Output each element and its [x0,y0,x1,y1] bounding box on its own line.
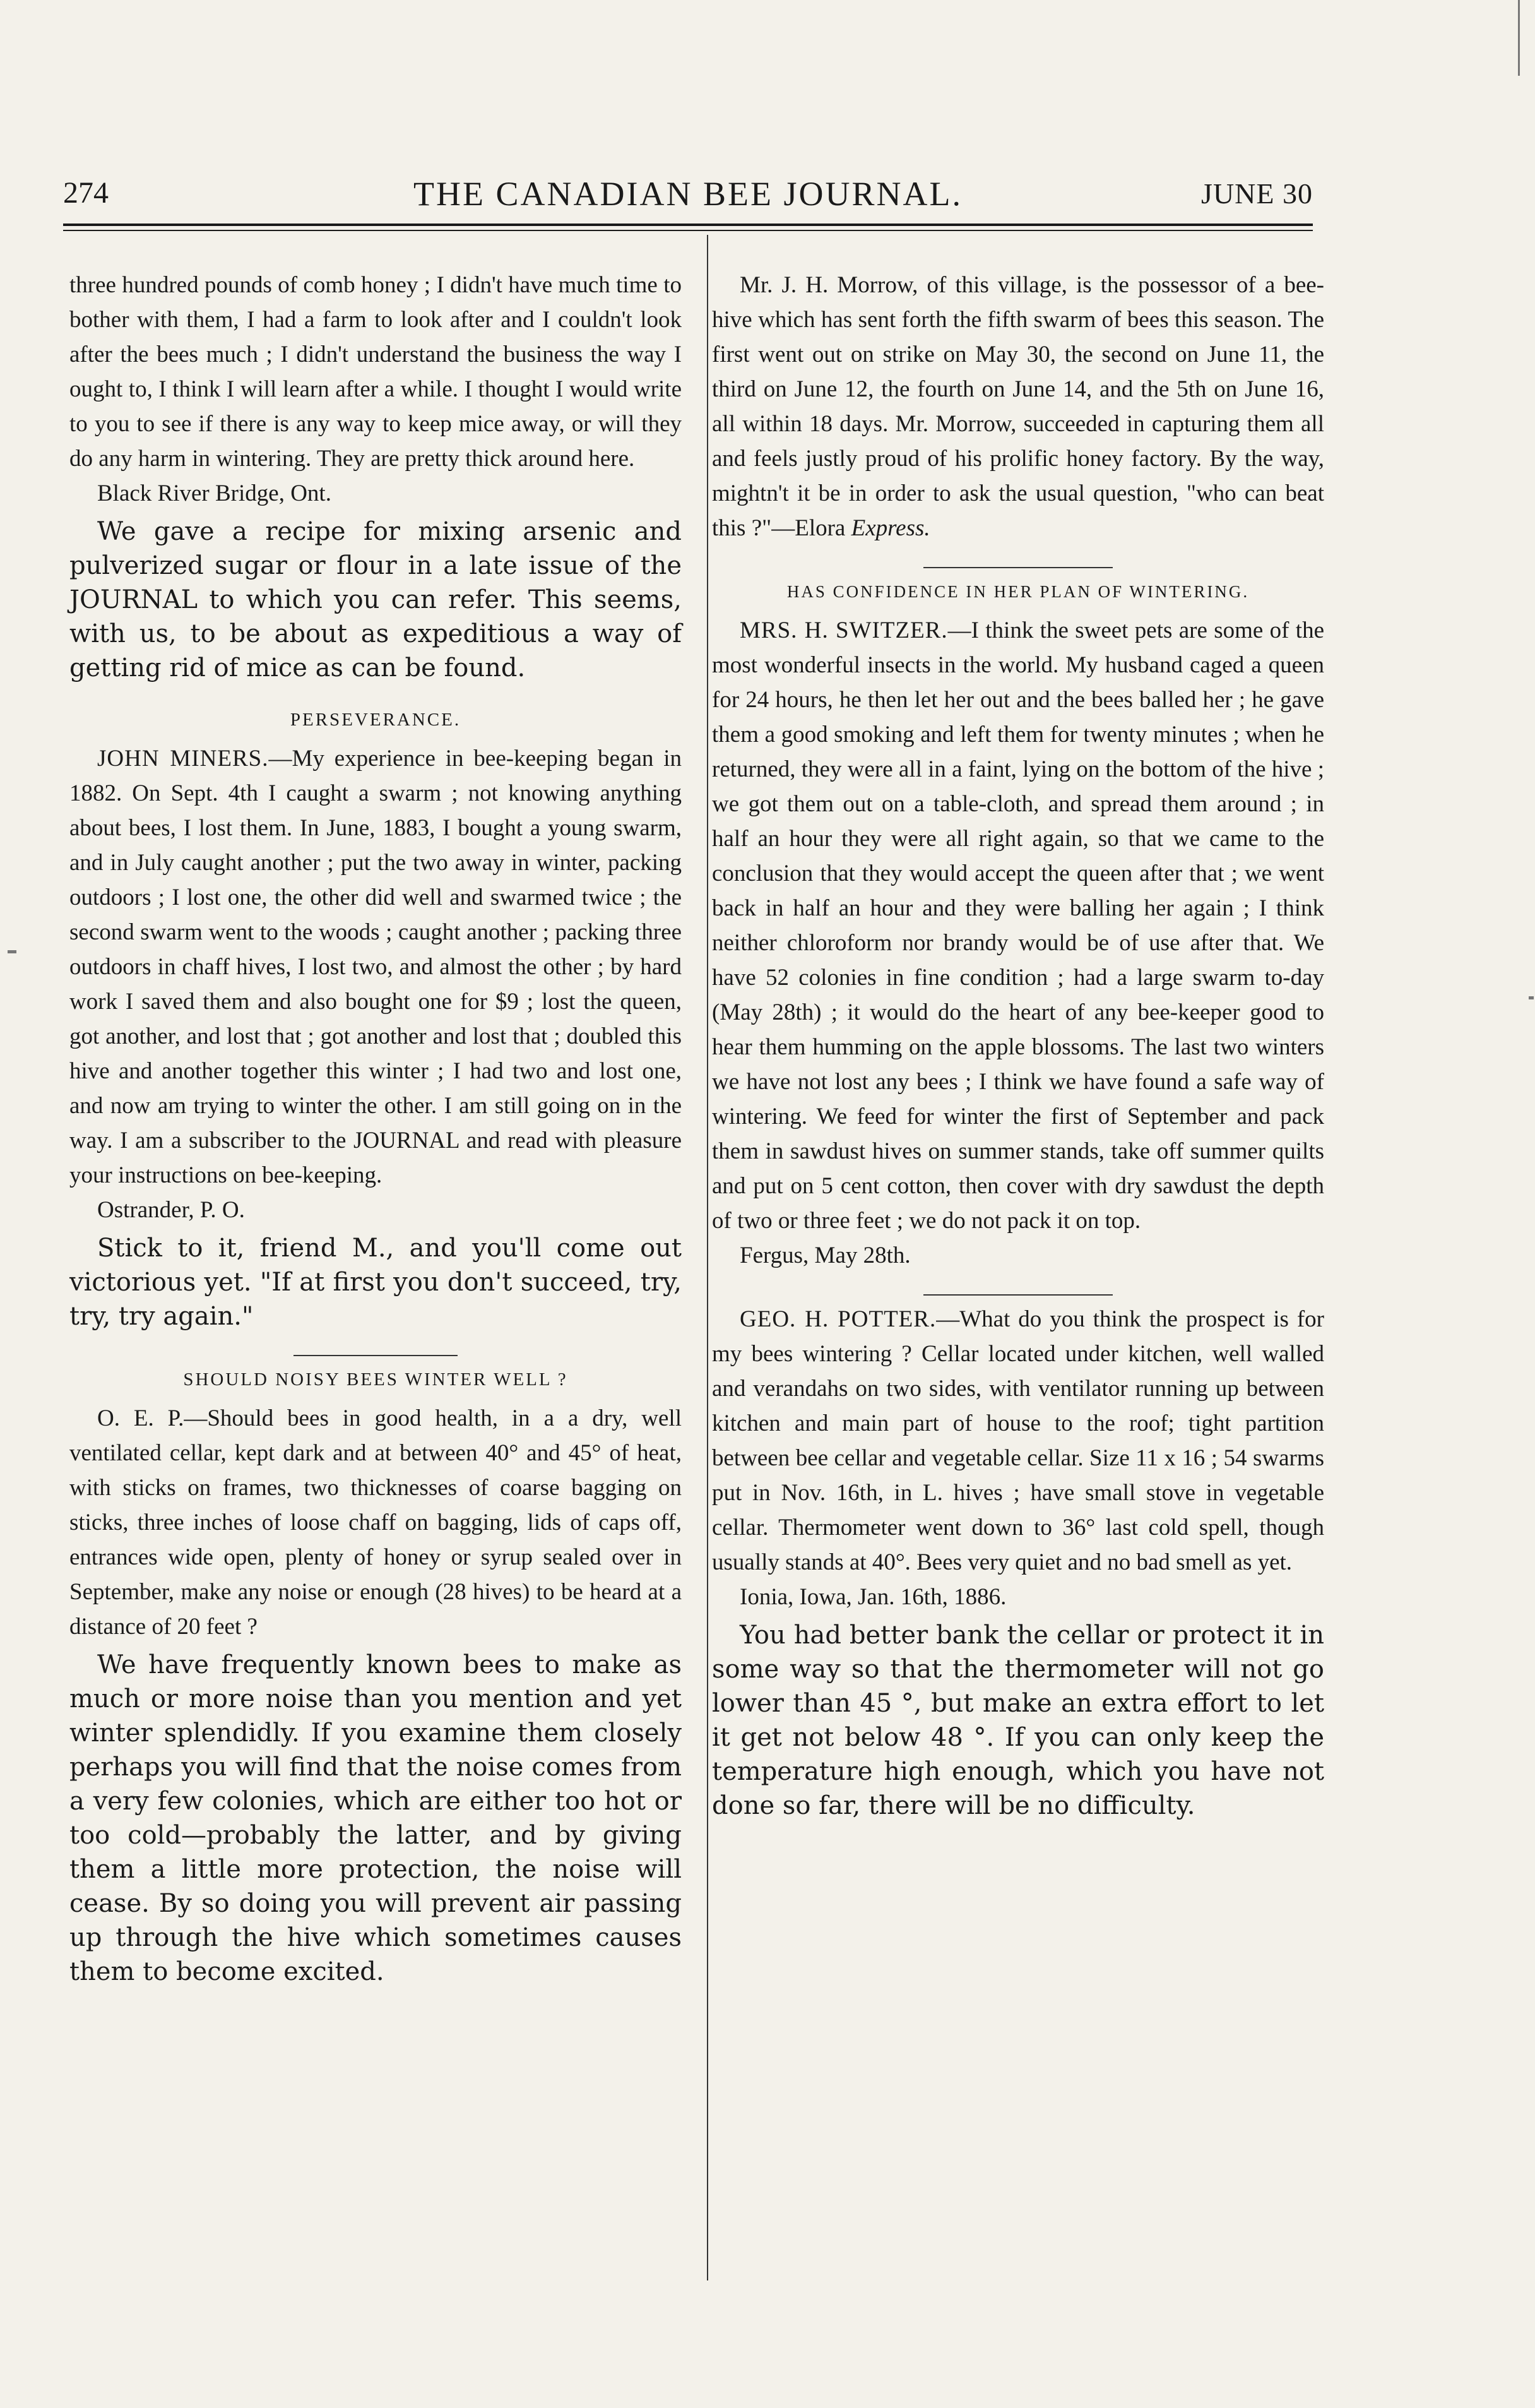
noisy-bees-letter [69,1401,682,1644]
column-divider [707,235,708,2280]
potter-editor-reply: You had better bank the cellar or protect it in some way so that the thermometer will not go lower than 45 °, but make an extra effort to let it get not below 48 °. If you can only keep the temperature high enough, which you have not done so far, there will be no difficulty. [712,1621,1324,1820]
page-number: 274 [63,176,109,210]
left-column [69,268,682,1989]
page-header [63,176,1313,220]
perseverance-editor-reply: Stick to it, friend M., and you'll come out victorious yet. "If at first you don't succeed, try, try, try again." [69,1234,682,1331]
noisy-bees-editor-reply: We have frequently known bees to make as much or more noise than you mention and yet winter splendidly. If you examine them closely perhaps you will find that the noise comes from a very few colonies, which are either too hot or too cold—probably the latter, and by giving them a little more protection, the noise will cease. By so doing you will prevent air passing up through the hive which sometimes causes them to become excited. [69,1650,682,1986]
noisy-bees-heading: SHOULD NOISY BEES WINTER WELL ? [183,1369,568,1390]
mice-editor-reply: We gave a recipe for mixing arsenic and pulverized sugar or flour in a late issue of the JOURNAL to which you can refer. This seems, with us, to be about as expeditious a way of getting rid of mice as can be found. [69,517,682,682]
perseverance-letter [69,741,682,1193]
potter-author: GEO. H. POTTER. [740,1306,937,1332]
perseverance-heading: PERSEVERANCE. [290,710,461,730]
header-rule-thick [63,224,1313,226]
potter-letter [712,1302,1324,1580]
switzer-heading: HAS CONFIDENCE IN HER PLAN OF WINTERING. [786,582,1250,601]
perseverance-text: —My experience in bee-keeping began in 1882. On Sept. 4th I caught a swarm ; not knowing anything about bees, I lost them. In June, 1883, I bought a young swarm, and in July caught another ; put the two away in winter, packing outdoors ; I lost one, the other did well and swarmed twice ; the second swarm went to the woods ; caught another ; packing three outdoors in chaff hives, I lost two, and almost the other ; by hard work I saved them and also bought one for $9 ; lost the queen, got another, and lost that ; got another and lost that ; doubled this hive and another together this winter ; I had two and lost one, and now am trying to winter the other. I am still going on in the way. I am a subscriber to the JOURNAL and read with pleasure your instructions on bee-keeping. [69,746,682,1188]
mice-letter-text: three hundred pounds of comb honey ; I didn't have much time to bother with them, I had a farm to look after and I couldn't look after the bees much ; I didn't understand the business the way I ought to, I think I will learn after a while. I thought I would write to you to see if there is any way to keep mice away, or will they do any harm in wintering. They are pretty thick around here. [69,272,682,472]
journal-title: THE CANADIAN BEE JOURNAL. [413,175,963,213]
morrow-item [712,268,1324,545]
section-separator [293,1355,458,1356]
noisy-bees-text: —Should bees in good health, in a a dry, well ventilated cellar, kept dark and at between 40° and 45° of heat, with sticks on frames, two thicknesses of coarse bagging on sticks, three inches of loose chaff on bagging, lids of caps off, entrances wide open, plenty of honey or syrup sealed over in September, make any noise or enough (28 hives) to be heard at a distance of 20 feet ? [69,1405,682,1640]
noisy-bees-author: O. E. P. [97,1405,184,1431]
scan-edge-mark [1518,0,1520,76]
issue-date: JUNE 30 [1201,177,1313,210]
perseverance-place: Ostrander, P. O. [97,1197,245,1223]
perseverance-author: JOHN MINERS. [97,746,269,772]
morrow-text: Mr. J. H. Morrow, of this village, is the possessor of a bee-hive which has sent forth the fifth swarm of bees this season. The first went out on strike on May 30, the second on June 11, the third on June 12, the fourth on June 14, and the 5th on June 16, all within 18 days. Mr. Morrow, succeeded in capturing them all and feels justly proud of his prolific honey factory. By the way, mightn't it be in order to ask the usual question, "who can beat this ?"—Elora [712,272,1324,541]
switzer-author: MRS. H. SWITZER. [740,617,948,643]
switzer-letter [712,613,1324,1238]
switzer-place: Fergus, May 28th. [740,1243,911,1268]
mice-letter-place: Black River Bridge, Ont. [97,480,331,506]
scan-speck [8,950,16,953]
potter-place: Ionia, Iowa, Jan. 16th, 1886. [740,1584,1007,1610]
section-separator [923,1294,1113,1296]
scan-speck [1529,996,1534,999]
header-rule-thin [63,230,1313,231]
switzer-text: —I think the sweet pets are some of the most wonderful insects in the world. My husband caged a queen for 24 hours, he then let her out and the bees balled her ; he gave them a good smoking and left them for twenty minutes ; when he returned, they were all in a faint, lying on the bottom of the hive ; we got them out on a table-cloth, and spread them around ; in half an hour they were all right again, so that we came to the conclusion that they would accept the queen after that ; we went back in half an hour and they were balling her again ; I think neither chloroform nor brandy would be of use after that. We have 52 colonies in fine condition ; had a large swarm to-day (May 28th) ; it would do the heart of any bee-keeper good to hear them humming on the apple blossoms. The last two winters we have not lost any bees ; I think we have found a safe way of wintering. We feed for winter the first of September and pack them in sawdust hives on summer stands, take off summer quilts and put on 5 cent cotton, then cover with dry sawdust the depth of two or three feet ; we do not pack it on top. [712,617,1325,1234]
potter-text: —What do you think the prospect is for my bees wintering ? Cellar located under kitchen, well walled and verandahs on two sides, with ventilator running up between kitchen and main part of house to the roof; tight partition between bee cellar and vegetable cellar. Size 11 x 16 ; 54 swarms put in Nov. 16th, in L. hives ; have small stove in vegetable cellar. Thermometer went down to 36° last cold spell, though usually stands at 40°. Bees very quiet and no bad smell as yet. [712,1306,1324,1575]
right-column [712,268,1324,1823]
section-separator [923,567,1113,568]
morrow-source: Express. [851,515,930,541]
